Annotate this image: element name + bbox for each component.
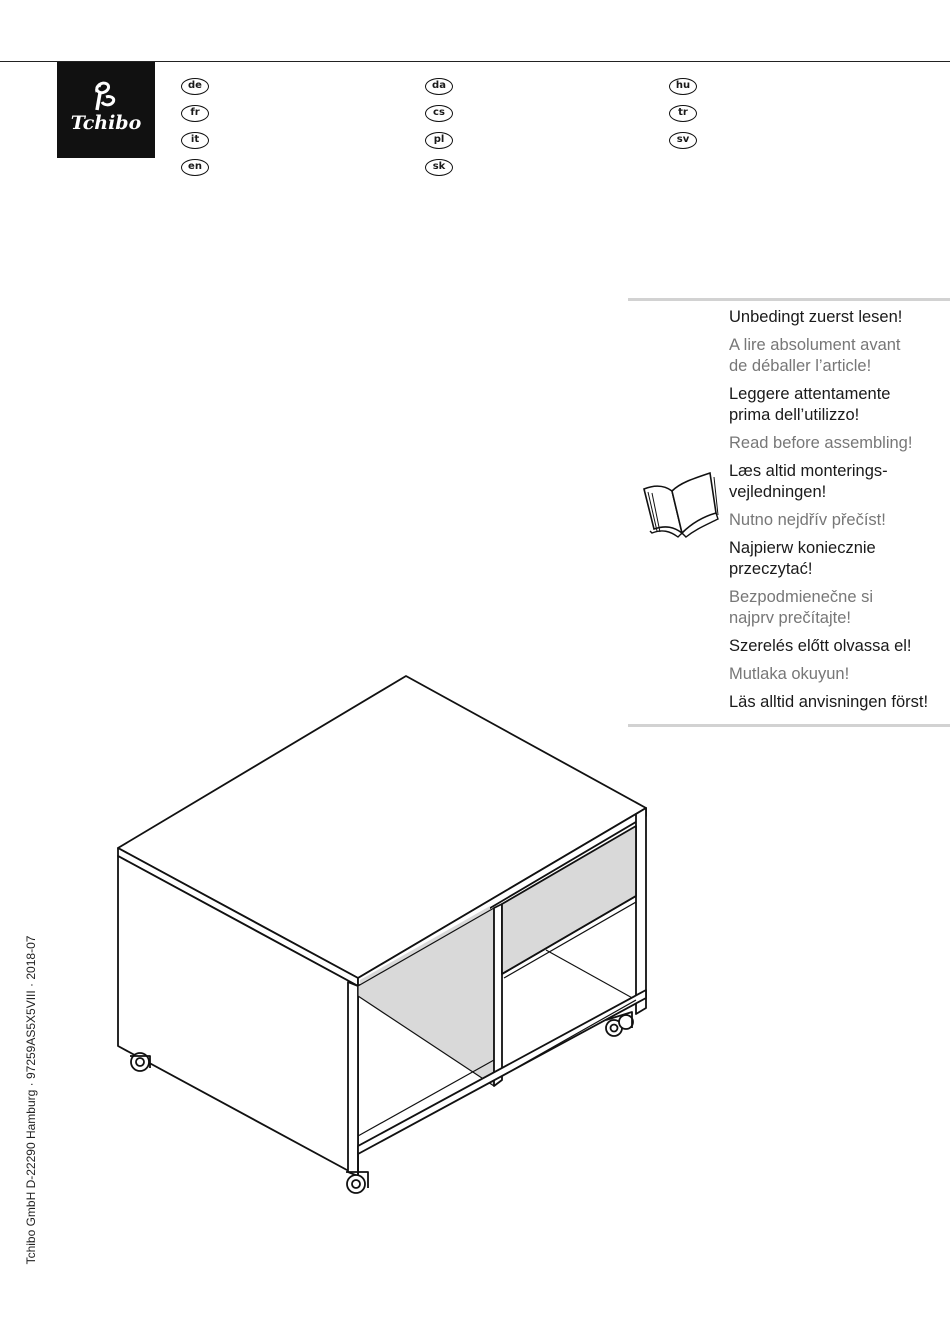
tchibo-logo bbox=[57, 62, 155, 158]
read-first-box bbox=[628, 298, 950, 727]
language-badge: hu bbox=[669, 78, 697, 95]
brand-name: Tchibo bbox=[70, 112, 142, 134]
language-badge: cs bbox=[425, 105, 453, 122]
language-column-3 bbox=[669, 78, 697, 159]
read-first-fr: A lire absolument avant de déballer l’article! bbox=[729, 336, 901, 375]
language-badge: it bbox=[181, 132, 209, 149]
language-badge: de bbox=[181, 78, 209, 95]
side-table-drawing bbox=[100, 660, 660, 1200]
language-column-1 bbox=[181, 78, 209, 186]
language-badge: da bbox=[425, 78, 453, 95]
language-badge: en bbox=[181, 159, 209, 176]
language-badge: sk bbox=[425, 159, 453, 176]
language-badge: fr bbox=[181, 105, 209, 122]
read-first-cs: Nutno nejdřív přečíst! bbox=[729, 511, 886, 529]
read-first-sk: Bezpodmienečne si najprv prečítajte! bbox=[729, 588, 874, 627]
read-first-pl: Najpierw koniecznie przeczytać! bbox=[729, 539, 876, 578]
read-first-list bbox=[729, 307, 944, 720]
read-first-sv: Läs alltid anvisningen först! bbox=[729, 693, 929, 711]
language-column-2 bbox=[425, 78, 453, 186]
tchibo-logo-icon bbox=[57, 62, 155, 158]
read-first-tr: Mutlaka okuyun! bbox=[729, 665, 850, 683]
read-first-it: Leggere attentamente prima dell’utilizzo! bbox=[729, 385, 891, 424]
read-first-da: Læs altid monterings- vejledningen! bbox=[729, 462, 888, 501]
read-first-de: Unbedingt zuerst lesen! bbox=[729, 308, 903, 326]
language-badge: tr bbox=[669, 105, 697, 122]
imprint-text: Tchibo GmbH D-22290 Hamburg · 97259AS5X5VIII · 2018-07 bbox=[24, 935, 38, 1265]
language-badge: sv bbox=[669, 132, 697, 149]
language-badge: pl bbox=[425, 132, 453, 149]
read-first-en: Read before assembling! bbox=[729, 434, 913, 452]
read-first-hu: Szerelés előtt olvassa el! bbox=[729, 637, 912, 655]
open-book-icon bbox=[640, 469, 720, 541]
